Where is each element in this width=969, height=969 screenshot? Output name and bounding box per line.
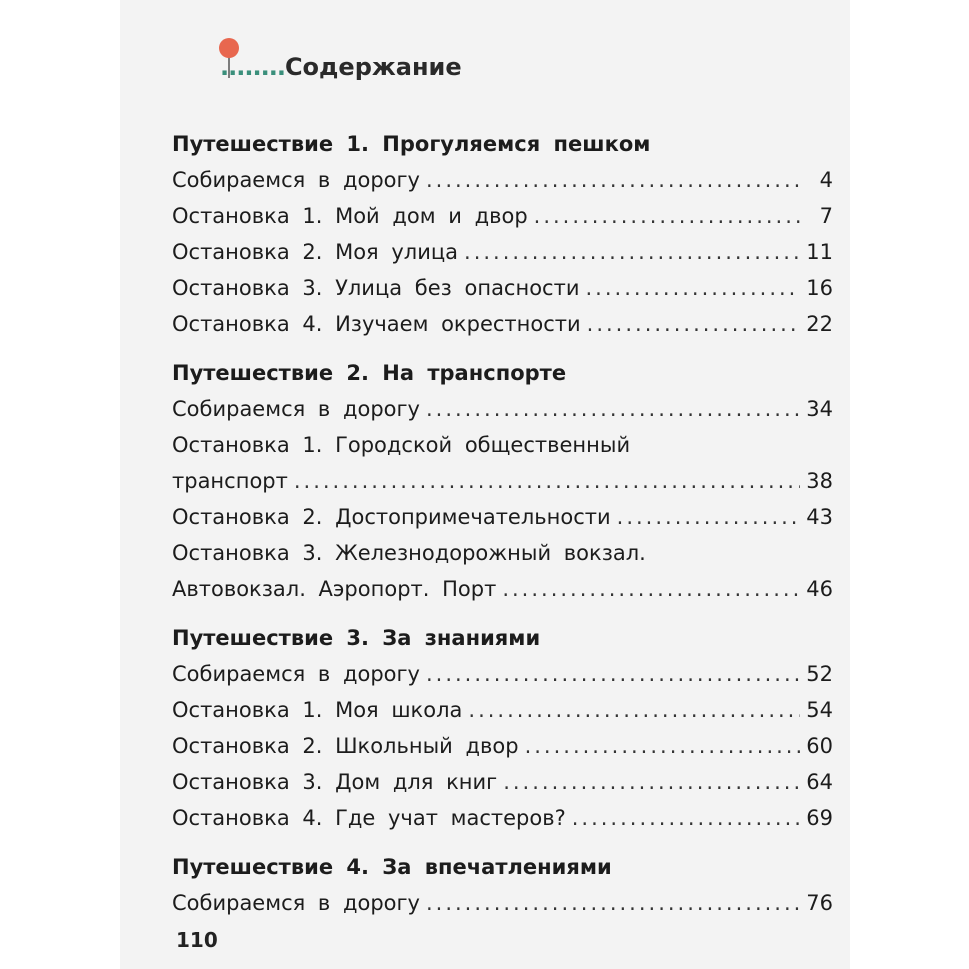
dot-leader [426, 885, 800, 921]
entry-text: Собираемся в дорогу [172, 168, 420, 192]
toc-section [172, 126, 833, 342]
section-title: Путешествие 4. За впечатлениями [172, 855, 612, 879]
section-title: Путешествие 2. На транспорте [172, 361, 567, 385]
entry-page-number: 76 [806, 891, 833, 915]
toc-entry[interactable] [172, 234, 833, 270]
toc-entry[interactable] [172, 656, 833, 692]
entry-text: Остановка 4. Где учат мастеров? [172, 806, 566, 830]
entry-page-number: 52 [806, 662, 833, 686]
heading-dots: ........ [220, 53, 285, 81]
entry-text: Остановка 4. Изучаем окрестности [172, 312, 581, 336]
section-title: Путешествие 3. За знаниями [172, 626, 541, 650]
entry-page-number: 7 [819, 204, 833, 228]
toc-section [172, 849, 833, 921]
entry-text: Собираемся в дорогу [172, 397, 420, 421]
page-number: 110 [176, 928, 218, 952]
toc-entry[interactable] [172, 306, 833, 342]
book-page [120, 0, 850, 969]
toc-entry[interactable] [172, 885, 833, 921]
toc-entry-line [172, 427, 833, 463]
entry-text: Остановка 3. Дом для книг [172, 770, 498, 794]
dot-leader [586, 270, 801, 306]
toc-entry[interactable] [172, 764, 833, 800]
entry-text: Остановка 1. Городской общественный [172, 433, 631, 457]
entry-page-number: 54 [806, 698, 833, 722]
entry-text: Автовокзал. Аэропорт. Порт [172, 577, 497, 601]
toc-entry-line [172, 535, 833, 571]
dot-leader [534, 198, 801, 234]
entry-text: Остановка 3. Улица без опасности [172, 276, 580, 300]
toc-entry[interactable] [172, 391, 833, 427]
entry-text: Остановка 3. Железнодорожный вокзал. [172, 541, 646, 565]
dot-leader [426, 656, 800, 692]
entry-page-number: 22 [806, 312, 833, 336]
entry-text: транспорт [172, 469, 288, 493]
dot-leader [525, 728, 801, 764]
entry-text: Остановка 2. Моя улица [172, 240, 459, 264]
toc-heading [220, 53, 462, 81]
entry-text: Остановка 2. Достопримечательности [172, 505, 611, 529]
entry-page-number: 60 [806, 734, 833, 758]
table-of-contents [172, 126, 833, 934]
entry-page-number: 69 [806, 806, 833, 830]
entry-page-number: 16 [806, 276, 833, 300]
toc-entry[interactable] [172, 162, 833, 198]
dot-leader [426, 162, 801, 198]
dot-leader [572, 800, 801, 836]
toc-section [172, 355, 833, 607]
dot-leader [587, 306, 801, 342]
entry-text: Собираемся в дорогу [172, 891, 420, 915]
dot-leader [464, 234, 800, 270]
dot-leader [617, 499, 801, 535]
entry-text: Остановка 2. Школьный двор [172, 734, 519, 758]
entry-text: Остановка 1. Мой дом и двор [172, 204, 528, 228]
entry-page-number: 11 [806, 240, 833, 264]
toc-entry[interactable] [172, 198, 833, 234]
toc-entry[interactable] [172, 499, 833, 535]
entry-page-number: 4 [819, 168, 833, 192]
entry-page-number: 46 [806, 577, 833, 601]
toc-section [172, 620, 833, 836]
dot-leader [503, 764, 800, 800]
entry-page-number: 38 [806, 469, 833, 493]
dot-leader [294, 463, 800, 499]
entry-page-number: 34 [806, 397, 833, 421]
dot-leader [468, 692, 800, 728]
dot-leader [426, 391, 800, 427]
section-title: Путешествие 1. Прогуляемся пешком [172, 132, 651, 156]
entry-page-number: 64 [806, 770, 833, 794]
entry-text: Остановка 1. Моя школа [172, 698, 463, 722]
toc-entry[interactable] [172, 800, 833, 836]
toc-entry[interactable] [172, 463, 833, 499]
toc-entry[interactable] [172, 692, 833, 728]
toc-entry[interactable] [172, 270, 833, 306]
toc-entry[interactable] [172, 728, 833, 764]
toc-entry[interactable] [172, 571, 833, 607]
entry-page-number: 43 [806, 505, 833, 529]
dot-leader [502, 571, 800, 607]
heading-title: Содержание [284, 53, 462, 81]
entry-text: Собираемся в дорогу [172, 662, 420, 686]
